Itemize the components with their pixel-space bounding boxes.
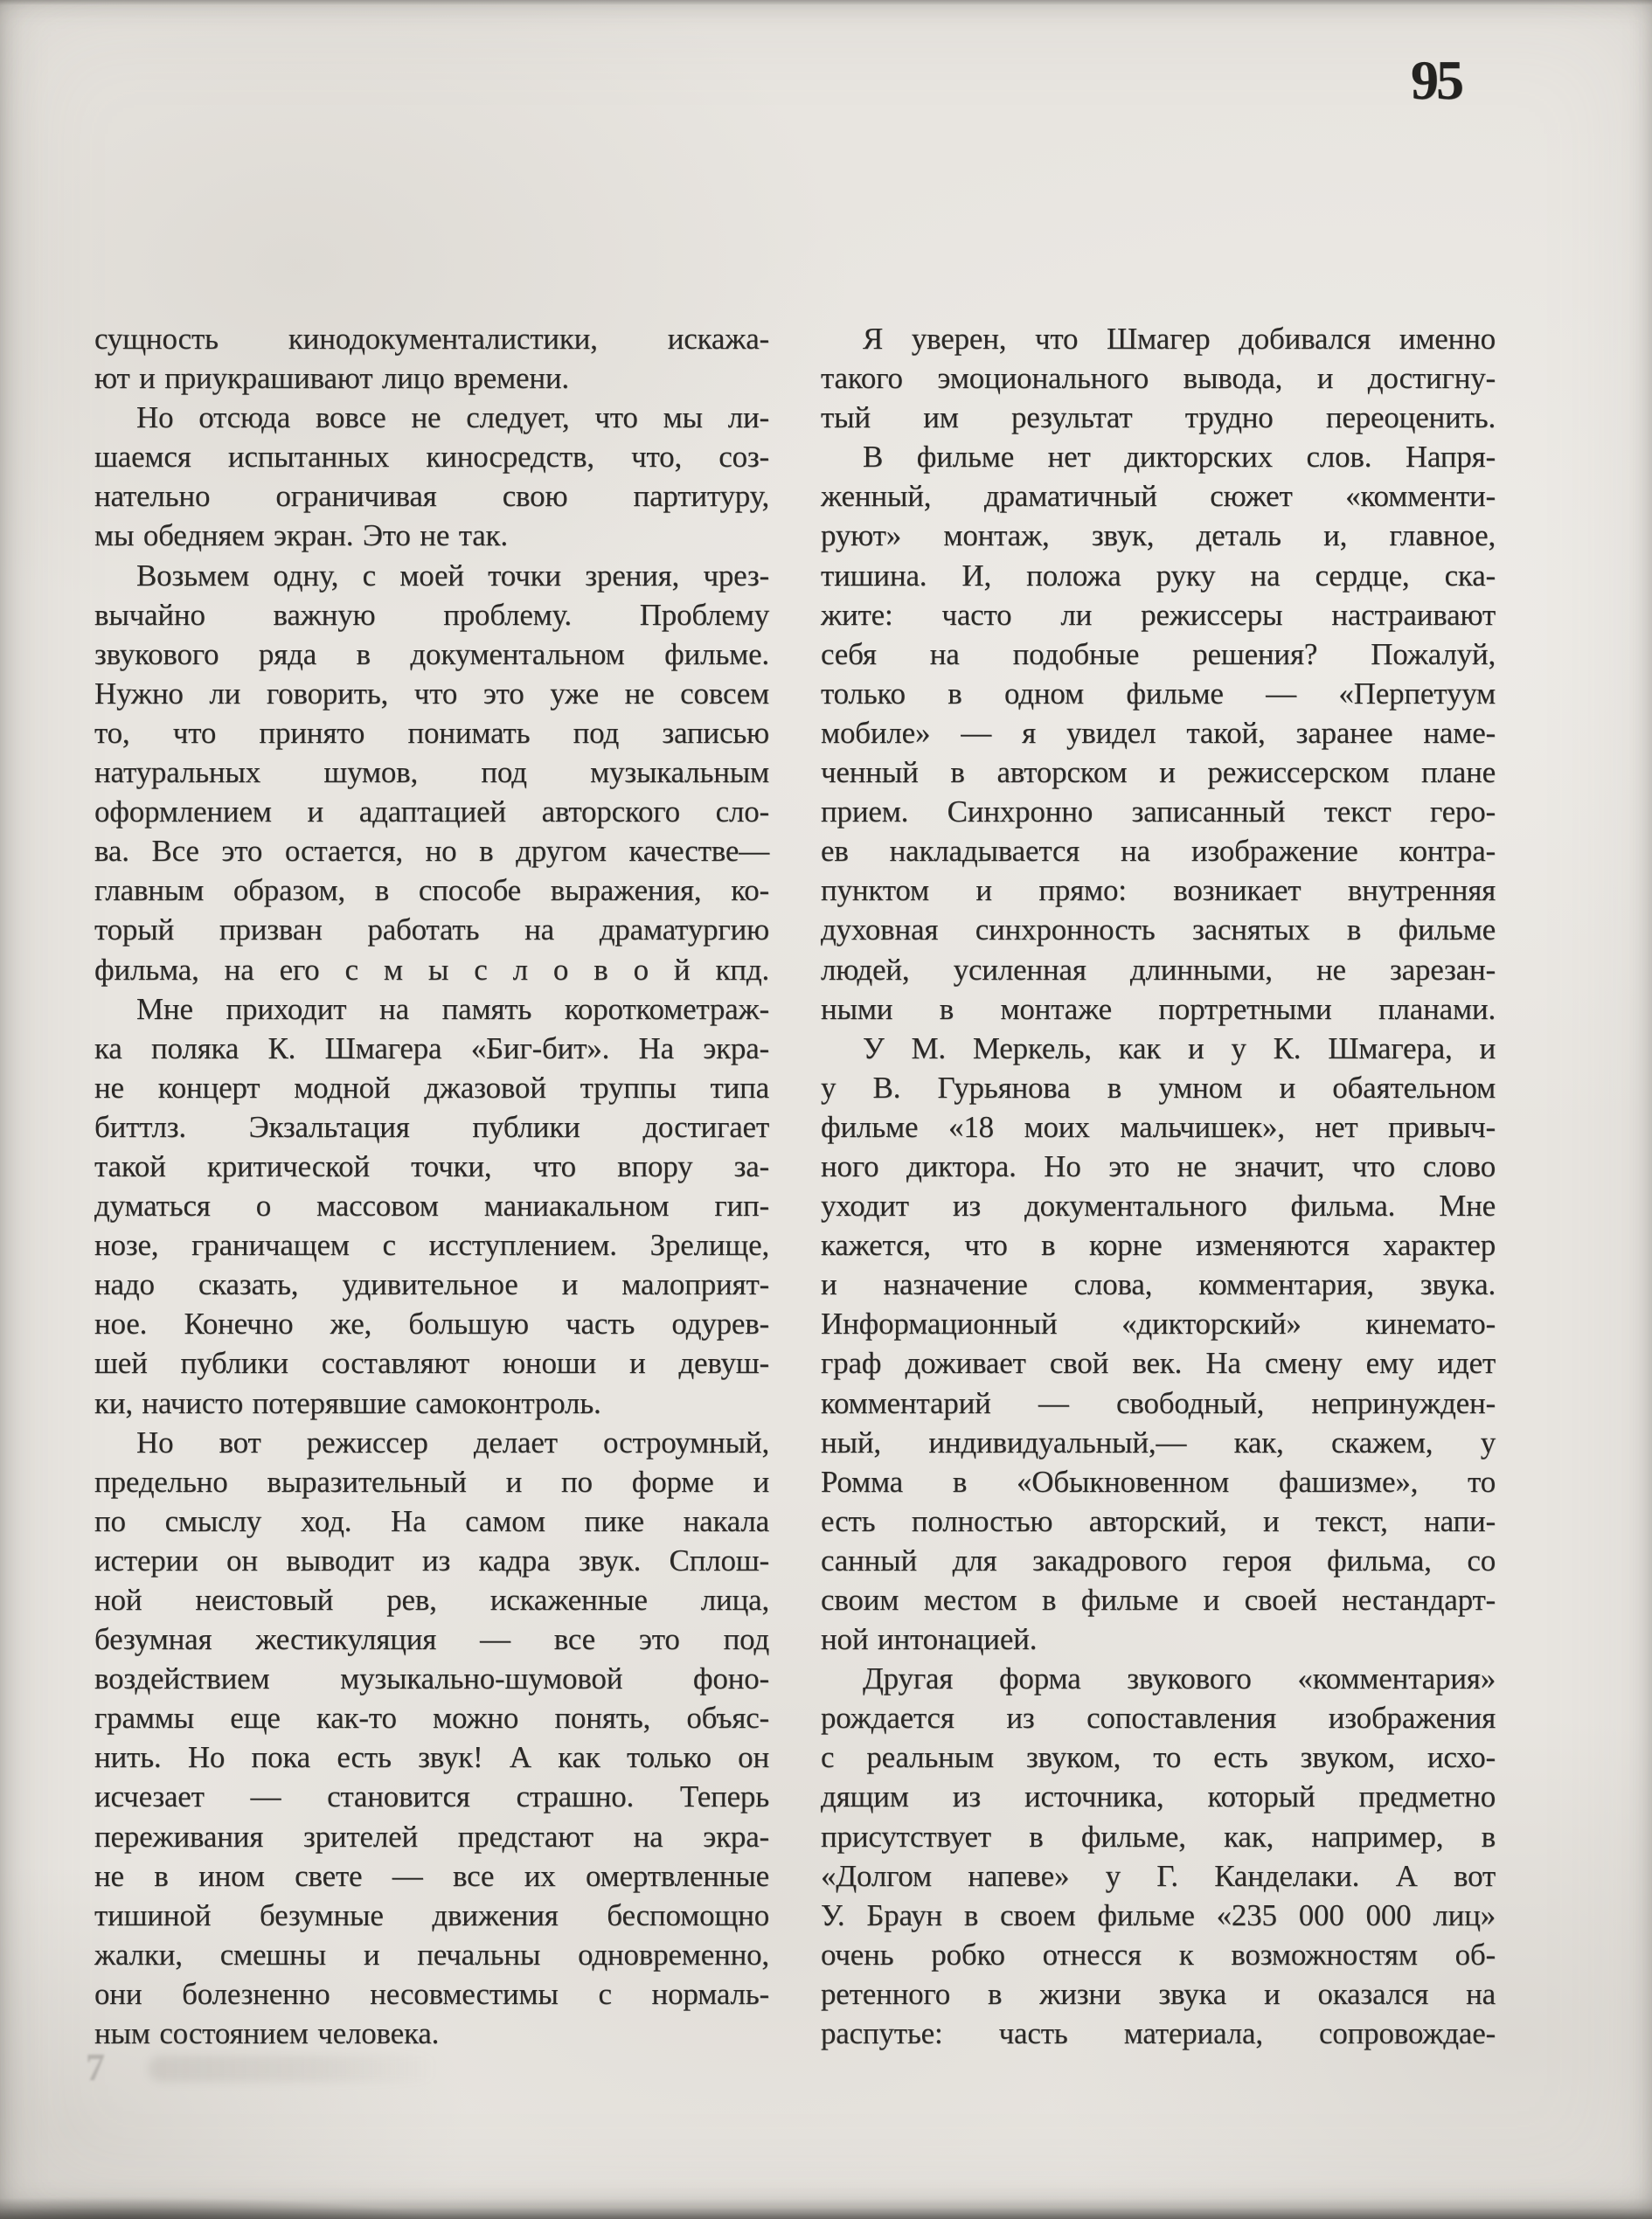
text-line: ка поляка К. Шмагера «Биг-бит». На экра- [94, 1030, 769, 1065]
text-line: ной интонацией. [821, 1622, 1038, 1657]
bleed-through-signature-mark: 7 [86, 2046, 105, 2089]
text-line: нозе, граничащем с исступлением. Зрелище, [94, 1228, 769, 1263]
text-line: истерии он выводит из кадра звук. Сплош- [94, 1543, 769, 1578]
text-line: ное. Конечно же, большую часть одурев- [94, 1307, 769, 1342]
text-column-left [94, 319, 769, 2053]
text-line: переживания зрителей предстают на экра- [94, 1819, 769, 1854]
text-line: «Долгом напеве» у Г. Канделаки. А вот [821, 1858, 1496, 1893]
text-line: граммы еще как-то можно понять, объяс- [94, 1701, 769, 1736]
text-line: исчезает — становится страшно. Теперь [94, 1779, 769, 1814]
text-line: духовная синхронность заснятых в фильме [821, 912, 1496, 947]
text-column-right [821, 319, 1496, 2053]
text-line: ва. Все это остается, но в другом качестве— [94, 834, 769, 869]
text-line: они болезненно несовместимы с нормаль- [94, 1976, 769, 2011]
text-line: ретенного в жизни звука и оказался на [821, 1976, 1496, 2011]
text-line: нить. Но пока есть звук! А как только он [94, 1740, 769, 1775]
text-line: сущность кинодокументалистики, искажа- [94, 322, 769, 356]
text-line: главным образом, в способе выражения, ко- [94, 873, 769, 908]
bleed-through-smudge [149, 2056, 437, 2082]
text-line: ченный в авторском и режиссерском плане [821, 755, 1496, 790]
text-line: у В. Гурьянова в умном и обаятельном [821, 1070, 1496, 1105]
text-line: Нужно ли говорить, что это уже не совсем [94, 676, 769, 711]
text-line: такой критической точки, что впору за- [94, 1148, 769, 1183]
text-line: ют и приукрашивают лицо времени. [94, 361, 569, 396]
text-line: ки, начисто потерявшие самоконтроль. [94, 1385, 601, 1420]
text-line: звукового ряда в документальном фильме. [94, 636, 769, 671]
text-line: Ромма в «Обыкновенном фашизме», то [821, 1464, 1496, 1499]
text-line: себя на подобные решения? Пожалуй, [821, 636, 1496, 671]
text-line: ным состоянием человека. [94, 2016, 440, 2051]
text-line: натуральных шумов, под музыкальным [94, 755, 769, 790]
text-line: то, что принято понимать под записью [94, 715, 769, 750]
text-line: только в одном фильме — «Перпетуум [821, 676, 1496, 711]
text-line: своим местом в фильме и своей нестандарт- [821, 1583, 1496, 1617]
text-line: Мне приходит на память короткометраж- [136, 991, 769, 1026]
text-line: прием. Синхронно записанный текст геро- [821, 794, 1496, 829]
text-line: Информационный «дикторский» кинемато- [821, 1307, 1496, 1342]
text-line: фильме «18 моих мальчишек», нет привыч- [821, 1109, 1496, 1144]
text-line: Другая форма звукового «комментария» [863, 1661, 1496, 1696]
text-line: ного диктора. Но это не значит, что слово [821, 1148, 1496, 1183]
text-line: есть полностью авторский, и текст, напи- [821, 1503, 1496, 1538]
text-line: тый им результат трудно переоценить. [821, 400, 1496, 435]
text-line: тишиной безумные движения беспомощно [94, 1897, 769, 1932]
text-line: и назначение слова, комментария, звука. [821, 1267, 1496, 1302]
text-line: такого эмоционального вывода, и достигну- [821, 361, 1496, 396]
text-line: Возьмем одну, с моей точки зрения, чрез- [136, 558, 769, 593]
text-line: жалки, смешны и печальны одновременно, [94, 1937, 769, 1972]
scan-edge-bottom [0, 2196, 1652, 2219]
page-number: 95 [1411, 49, 1461, 111]
text-line: граф доживает свой век. На смену ему идет [821, 1346, 1496, 1381]
text-line: комментарий — свободный, непринужден- [821, 1385, 1496, 1420]
text-line: рождается из сопоставления изображения [821, 1701, 1496, 1736]
text-line: торый призван работать на драматургию [94, 912, 769, 947]
text-line: безумная жестикуляция — все это под [94, 1622, 769, 1657]
text-line: руют» монтаж, звук, деталь и, главное, [821, 518, 1496, 553]
text-line: с реальным звуком, то есть звуком, исхо- [821, 1740, 1496, 1775]
text-line: У М. Меркель, как и у К. Шмагера, и [863, 1030, 1496, 1065]
text-line: фильма, на его с м ы с л о в о й кпд. [94, 952, 769, 987]
text-line: шей публики составляют юноши и девуш- [94, 1346, 769, 1381]
text-line: тишина. И, положа руку на сердце, ска- [821, 558, 1496, 593]
text-line: очень робко отнесся к возможностям об- [821, 1937, 1496, 1972]
text-line: людей, усиленная длинными, не зарезан- [821, 952, 1496, 987]
text-line: биттлз. Экзальтация публики достигает [94, 1109, 769, 1144]
text-line: думаться о массовом маниакальном гип- [94, 1189, 769, 1224]
text-line: В фильме нет дикторских слов. Напря- [863, 440, 1496, 475]
text-line: ной неистовый рев, искаженные лица, [94, 1583, 769, 1617]
text-line: надо сказать, удивительное и малоприят- [94, 1267, 769, 1302]
text-line: не концерт модной джазовой труппы типа [94, 1070, 769, 1105]
scan-edge-top [0, 0, 1652, 5]
text-line: распутье: часть материала, сопровождае- [821, 2016, 1496, 2051]
text-line: не в ином свете — все их омертвленные [94, 1858, 769, 1893]
text-line: кажется, что в корне изменяются характер [821, 1228, 1496, 1263]
text-line: Я уверен, что Шмагер добивался именно [863, 322, 1496, 356]
text-line: мы обедняем экран. Это не так. [94, 518, 508, 553]
text-line: ный, индивидуальный,— как, скажем, у [821, 1425, 1496, 1460]
text-line: ев накладывается на изображение контра- [821, 834, 1496, 869]
text-line: пунктом и прямо: возникает внутренняя [821, 873, 1496, 908]
text-line: Но вот режиссер делает остроумный, [136, 1425, 769, 1460]
text-line: У. Браун в своем фильме «235 000 000 лиц» [821, 1897, 1496, 1932]
text-line: санный для закадрового героя фильма, со [821, 1543, 1496, 1578]
text-line: предельно выразительный и по форме и [94, 1464, 769, 1499]
text-line: нательно ограничивая свою партитуру, [94, 479, 769, 514]
text-line: по смыслу ход. На самом пике накала [94, 1503, 769, 1538]
text-line: женный, драматичный сюжет «комменти- [821, 479, 1496, 514]
text-line: Но отсюда вовсе не следует, что мы ли- [136, 400, 769, 435]
text-line: вычайно важную проблему. Проблему [94, 597, 769, 632]
text-line: присутствует в фильме, как, например, в [821, 1819, 1496, 1854]
text-line: воздействием музыкально-шумовой фоно- [94, 1661, 769, 1696]
text-line: шаемся испытанных киносредств, что, соз- [94, 440, 769, 475]
text-line: ными в монтаже портретными планами. [821, 991, 1496, 1026]
text-line: оформлением и адаптацией авторского сло- [94, 794, 769, 829]
text-line: мобиле» — я увидел такой, заранее наме- [821, 715, 1496, 750]
text-line: уходит из документального фильма. Мне [821, 1189, 1496, 1224]
text-line: жите: часто ли режиссеры настраивают [821, 597, 1496, 632]
text-line: дящим из источника, который предметно [821, 1779, 1496, 1814]
